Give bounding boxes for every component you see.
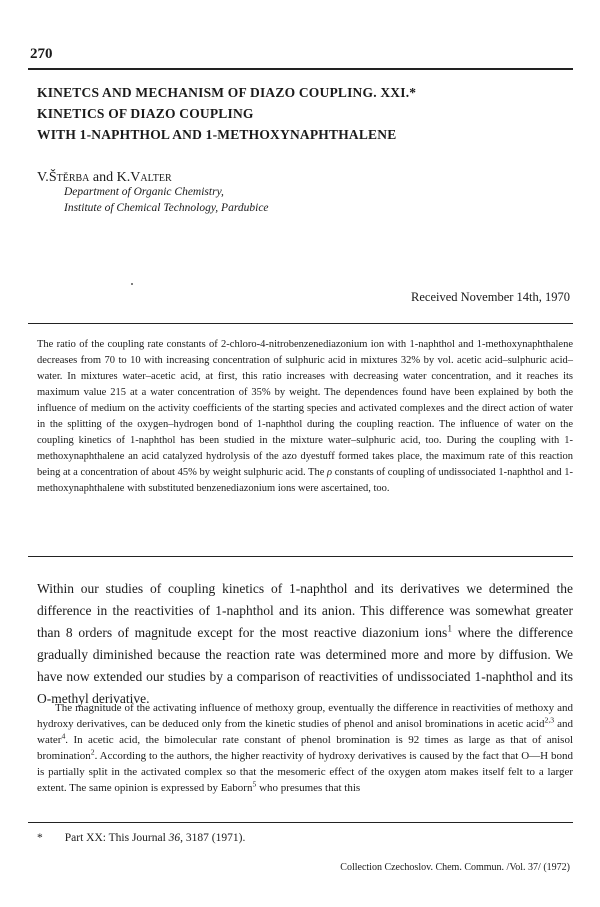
rho-symbol: ρ [327,467,333,478]
author-2-surname: Valter [130,170,172,185]
affiliation-line-1: Department of Organic Chemistry, [64,186,224,198]
title-line-1: KINETCS AND MECHANISM OF DIAZO COUPLING. XXI.* [37,85,417,100]
reference-5: 5 [252,779,257,789]
authors [37,170,172,186]
page-number: 270 [30,46,53,62]
journal-footer: Collection Czechoslov. Chem. Commun. /Vol. 37/ (1972) [340,862,570,873]
reference-4: 4 [61,731,66,741]
reference-2: 2 [90,747,95,757]
header-rule [28,68,573,70]
author-conjunction: and [89,170,117,185]
author-2-initial: K. [116,170,131,185]
footnote-volume: 36 [168,832,181,844]
title-line-3: WITH 1-NAPHTHOL AND 1-METHOXYNAPHTHALENE [37,127,397,142]
abstract: The ratio of the coupling rate constants of 2-chloro-4-nitrobenzenediazonium ion with 1-naphthol and 1-methoxynaphthalene decreases from 70 to 10 with increasing concentration of sulphuric acid in mixtures 32% by vol. acetic acid–sulphuric acid–water. In mixtures water–acetic acid, at first, this ratio increases with decreasing water concentration, and it reaches its maximum value 215 at a water concentration of 35% by weight. The dependences found have been explained by both the influence of medium on the activity coefficients of the starting species and activated complexes and the direct action of water in the splitting of the oxygen–hydrogen bond of 1-naphthol during the coupling reaction. The influence of water on the coupling kinetics of 1-naphthol has been studied in the mixture water–sulphuric acid, too. During the coupling with 1-methoxynaphthalene an acid catalyzed hydrolysis of the azo dyestuff formed takes place, the maximum rate of this reaction being at a concentration of about 45% by weight sulphuric acid. The ρ constants of coupling of undissociated 1-naphthol and 1-methoxynaphthalene with substituted benzenediazonium ions were ascertained, too. [37,339,573,494]
intro-paragraph: Within our studies of coupling kinetics of 1-naphthol and its derivatives we determined the difference in the reactivities of 1-naphthol and its anion. This difference was somewhat greater than 8 orders of magnitude except for the most reactive diazonium ions$^1$ where the difference gradually diminished because the reaction rate was determined more and more by diffusion. We have now extended our studies by a comparison of reactivities of undissociated 1-naphthol and its O-methyl derivative. [37,581,573,706]
abstract-top-rule [28,323,573,324]
scan-speck [131,283,133,285]
reference-1: 1 [447,624,453,635]
received-date: Received November 14th, 1970 [411,290,570,304]
abstract-bottom-rule [28,556,573,557]
body-paragraph-2: The magnitude of the activating influence of methoxy group, eventually the difference in reactivities of methoxy and hydroxy derivatives, can be deduced only from the kinetic studies of phenol and anisol brominations in acetic acid$^{2,3}$ and water$^4$. In acetic acid, the bimolecular rate constant of phenol bromination is 92 times as large as that of anisol bromination$^2$. According to the authors, the higher reactivity of hydroxy derivatives is caused by the fact that O—H bond is partially split in the activated complex so that the mesomeric effect of the oxygen atom makes itself felt to a larger extent. The same opinion is expressed by Eaborn$^5$ who presumes that this [37,702,573,794]
footnote-rule [28,822,573,823]
author-1-surname: Štěrba [48,170,90,185]
author-1-initial: V. [37,170,49,185]
reference-2-3: 2,3 [544,715,555,725]
title-line-2: KINETICS OF DIAZO COUPLING [37,106,254,121]
footnote: * Part XX: This Journal 36, 3187 (1971). [37,832,246,844]
affiliation-line-2: Institute of Chemical Technology, Pardubice [64,202,269,214]
footnote-marker: * [37,832,43,844]
